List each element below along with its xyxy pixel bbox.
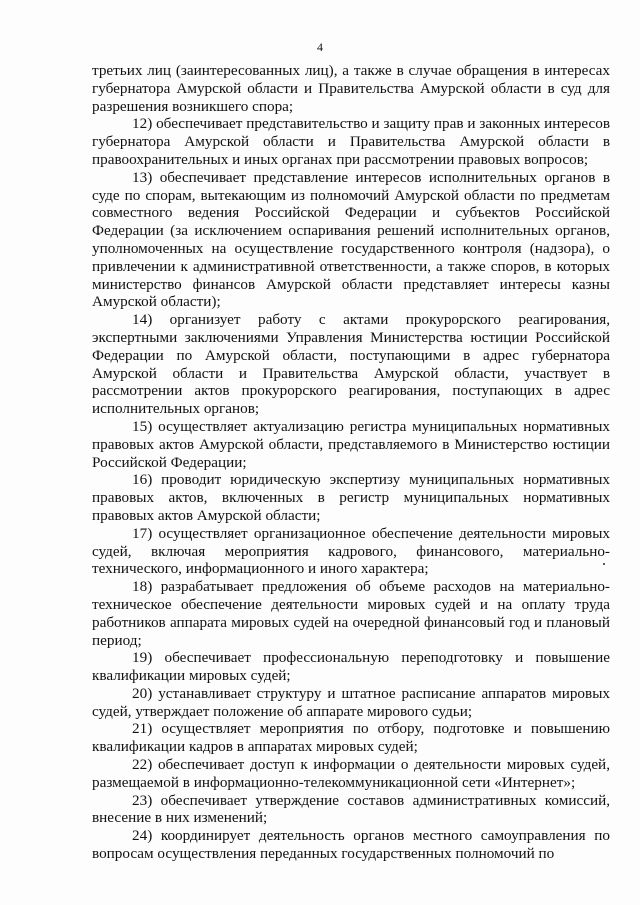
paragraph-item-19: 19) обеспечивает профессиональную переподготовку и повышение квалификации мировых судей; [92, 649, 610, 685]
paragraph-item-13: 13) обеспечивает представление интересов исполнительных органов в суде по спорам, вытекающим из полномочий Амурской области по предметам совместного ведения Российской Федерации и субъектов Российской Федерации (за исключением оспаривания решений исполнительных органов, уполномоченных на осуществление государственного контроля (надзора), о привлечении к административной ответственности, а также споров, в которых министерство финансов Амурской области представляет интересы казны Амурской области); [92, 168, 610, 311]
paragraph-item-17: 17) осуществляет организационное обеспечение деятельности мировых судей, включая мероприятия кадрового, финансового, материально-технического, информационного и иного характера; [92, 524, 610, 578]
paragraph-item-20: 20) устанавливает структуру и штатное расписание аппаратов мировых судей, утверждает положение об аппарате мирового судьи; [92, 684, 610, 720]
paragraph-item-22: 22) обеспечивает доступ к информации о деятельности мировых судей, размещаемой в информационно-телекоммуникационной сети «Интернет»; [92, 756, 610, 791]
paragraph-item-23: 23) обеспечивает утверждение составов административных комиссий, внесение в них изменений; [92, 791, 610, 827]
paragraph-item-16: 16) проводит юридическую экспертизу муниципальных нормативных правовых актов, включенных в регистр муниципальных нормативных правовых актов Амурской области; [92, 471, 610, 524]
paragraph-item-24: 24) координирует деятельность органов местного самоуправления по вопросам осуществления переданных государственных полномочий по [92, 827, 610, 863]
paragraph-item-14: 14) организует работу с актами прокурорского реагирования, экспертными заключениями Управления Министерства юстиции Российской Федерации по Амурской области, поступающими в адрес губернатора Амурской области и Правительства Амурской области, участвует в рассмотрении актов прокурорского реагирования, поступающих в адрес исполнительных органов; [92, 311, 610, 418]
scan-speck [603, 563, 605, 565]
paragraph-item-18: 18) разрабатывает предложения об объеме расходов на материально-техническое обеспечение деятельности мировых судей и на оплату труда работников аппарата мировых судей на очередной финансовый год и плановый период; [92, 578, 610, 649]
paragraph-item-12: 12) обеспечивает представительство и защиту прав и законных интересов губернатора Амурской области и Правительства Амурской области в правоохранительных и иных органах при рассмотрении правовых вопросов; [92, 115, 610, 168]
page-number: 4 [317, 40, 323, 54]
paragraph-item-15: 15) осуществляет актуализацию регистра муниципальных нормативных правовых актов Амурской области, представляемого в Министерство юстиции Российской Федерации; [92, 417, 610, 471]
paragraph-continuation: третьих лиц (заинтересованных лиц), а также в случае обращения в интересах губернатора Амурской области и Правительства Амурской области в суд для разрешения возникшего спора; [92, 62, 610, 115]
document-body [92, 62, 610, 863]
paragraph-item-21: 21) осуществляет мероприятия по отбору, подготовке и повышению квалификации кадров в аппаратах мировых судей; [92, 720, 610, 756]
